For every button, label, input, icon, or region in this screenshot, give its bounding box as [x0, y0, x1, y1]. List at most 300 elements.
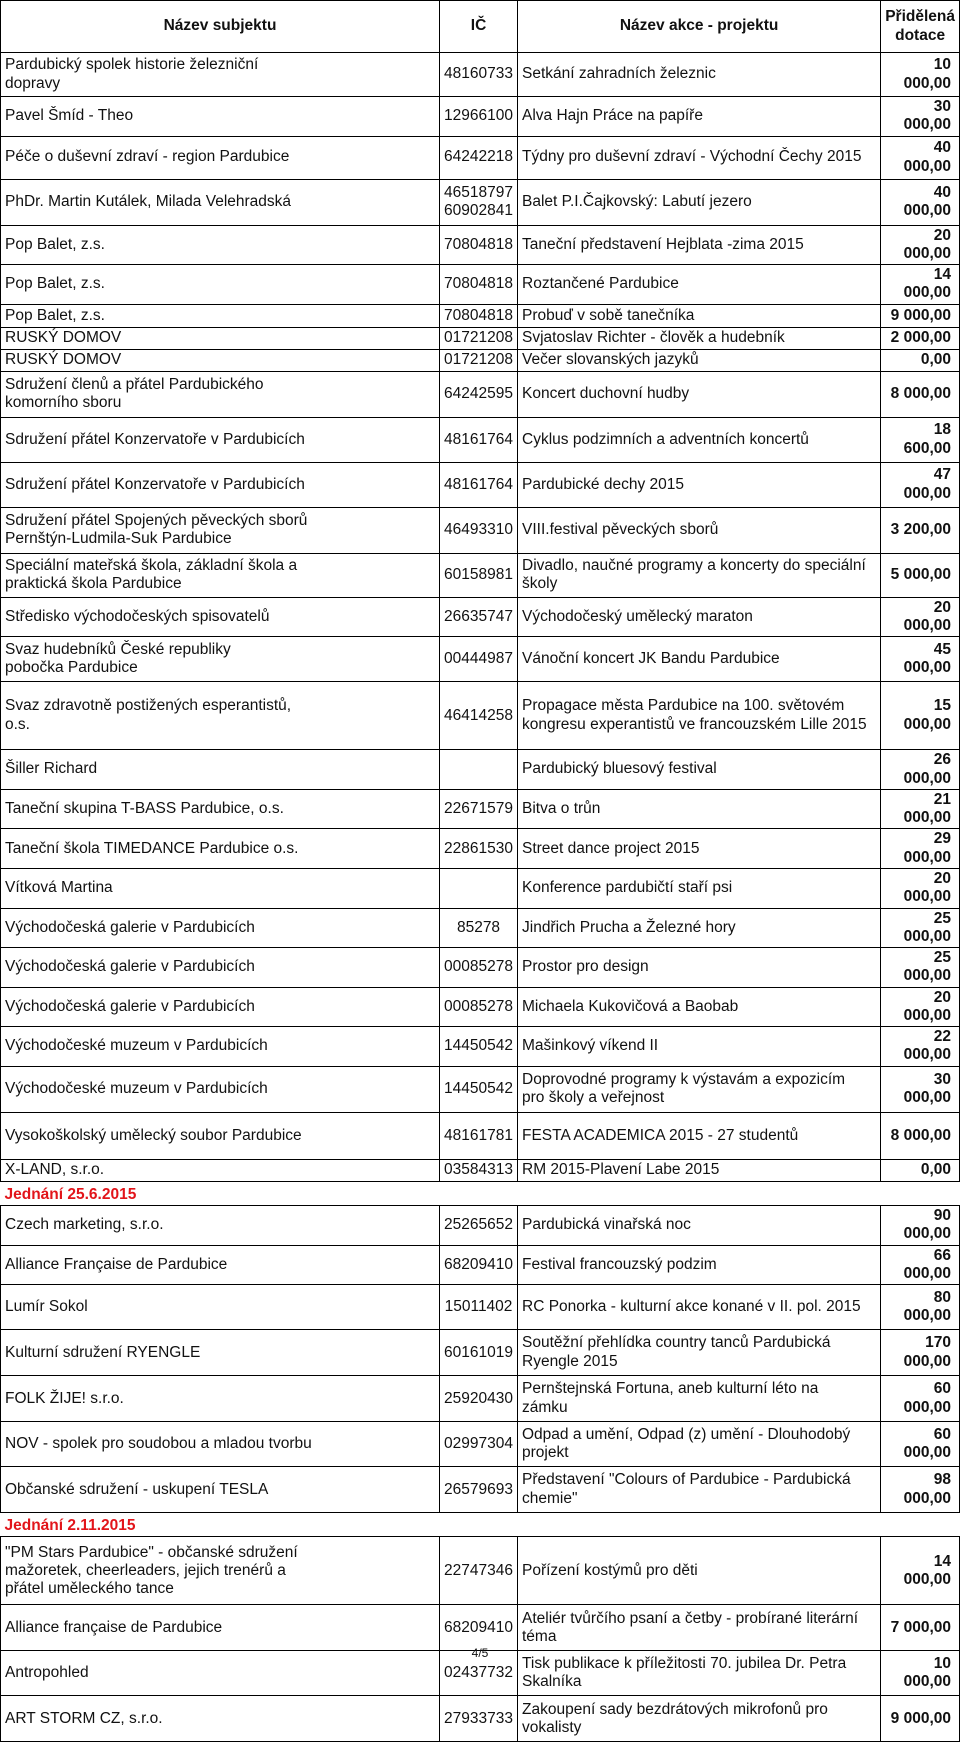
ic-cell: [440, 462, 518, 507]
ic-cell-line: 70804818: [444, 275, 513, 293]
project-name-cell-line: Koncert duchovní hudby: [522, 385, 690, 403]
project-name-cell: [518, 1422, 881, 1467]
project-name-cell-line: Pernštejnská Fortuna, aneb kulturní léto na: [522, 1380, 819, 1398]
project-name-cell-line: Mašinkový víkend II: [522, 1037, 659, 1055]
project-name-cell-line: vokalisty: [522, 1718, 582, 1736]
subject-name-cell: [1, 1605, 440, 1651]
ic-cell: [440, 1376, 518, 1422]
project-name-cell: [518, 462, 881, 507]
ic-cell: [440, 908, 518, 948]
project-name-cell: [518, 1696, 881, 1742]
table-row: [1, 1696, 960, 1742]
subject-name-cell: [1, 682, 440, 750]
page-number: 4/5: [471, 1646, 489, 1660]
table-row: [1, 637, 960, 682]
project-name-cell-line: Vánoční koncert JK Bandu Pardubice: [522, 650, 780, 668]
amount-cell: 3 200,00: [881, 507, 960, 553]
ic-cell: [440, 987, 518, 1027]
amount-cell: 25 000,00: [881, 908, 960, 948]
project-name-cell: [518, 948, 881, 988]
amount-cell: 18 600,00: [881, 417, 960, 462]
project-name-cell: [518, 553, 881, 597]
project-name-cell: [518, 597, 881, 637]
table-row: [1, 417, 960, 462]
subject-name-cell: [1, 1376, 440, 1422]
table-row: [1, 349, 960, 371]
project-name-cell: [518, 1330, 881, 1376]
amount-cell: 10 000,00: [881, 53, 960, 97]
project-name-cell-line: Festival francouzský podzim: [522, 1255, 717, 1273]
subject-name-cell: [1, 53, 440, 97]
ic-cell: [440, 1422, 518, 1467]
project-name-cell-line: Soutěžní přehlídka country tanců Pardubická: [522, 1334, 831, 1352]
ic-cell-line: 25265652: [444, 1216, 513, 1234]
ic-cell-line: 01721208: [444, 351, 513, 369]
table-row: [1, 53, 960, 97]
project-name-cell-line: Pardubické dechy 2015: [522, 475, 685, 493]
subject-name-cell-line: "PM Stars Pardubice" - občanské sdružení: [5, 1543, 298, 1561]
header-amount-line-2: dotace: [895, 26, 946, 44]
subject-name-cell: [1, 462, 440, 507]
project-name-cell: [518, 1066, 881, 1112]
amount-cell: 26 000,00: [881, 750, 960, 790]
table-row: [1, 265, 960, 305]
subject-name-cell-line: Svaz zdravotně postižených esperantistů,: [5, 697, 292, 715]
amount-cell: 60 000,00: [881, 1422, 960, 1467]
subject-name-cell-line: Taneční skupina T-BASS Pardubice, o.s.: [5, 799, 284, 817]
subject-name-cell-line: Svaz hudebníků České republiky: [5, 640, 231, 658]
project-name-cell-line: Zakoupení sady bezdrátových mikrofonů pro: [522, 1700, 828, 1718]
amount-cell: 47 000,00: [881, 462, 960, 507]
project-name-cell-line: Večer slovanských jazyků: [522, 351, 699, 369]
project-name-cell-line: Cyklus podzimních a adventních koncertů: [522, 430, 809, 448]
amount-cell: 0,00: [881, 1159, 960, 1181]
subject-name-cell-line: Občanské sdružení - uskupení TESLA: [5, 1480, 269, 1498]
table-row: [1, 371, 960, 417]
table-row: [1, 1159, 960, 1181]
ic-cell-line: 14450542: [444, 1037, 513, 1055]
subject-name-cell-line: Péče o duševní zdraví - region Pardubice: [5, 148, 290, 166]
header-amount-line-1: Přidělená: [885, 8, 955, 26]
header-amount: [881, 1, 960, 53]
project-name-cell-line: Prostor pro design: [522, 958, 649, 976]
ic-cell: [440, 682, 518, 750]
ic-cell: [440, 948, 518, 988]
subject-name-cell-line: Pop Balet, z.s.: [5, 235, 105, 253]
project-name-cell: [518, 136, 881, 179]
subject-name-cell-line: RUSKÝ DOMOV: [5, 329, 122, 347]
subject-name-cell: [1, 637, 440, 682]
project-name-cell-line: Pořízení kostýmů pro děti: [522, 1561, 698, 1579]
project-name-cell: [518, 417, 881, 462]
project-name-cell-line: Michaela Kukovičová a Baobab: [522, 997, 739, 1015]
ic-cell-line: 00085278: [444, 997, 513, 1015]
subject-name-cell: [1, 868, 440, 908]
subject-name-cell: [1, 225, 440, 265]
project-name-cell: [518, 1605, 881, 1651]
amount-cell: 90 000,00: [881, 1206, 960, 1246]
ic-cell-line: 00085278: [444, 958, 513, 976]
project-name-cell-line: Roztančené Pardubice: [522, 275, 679, 293]
subject-name-cell: [1, 349, 440, 371]
amount-cell: 40 000,00: [881, 136, 960, 179]
project-name-cell: [518, 682, 881, 750]
subject-name-cell: [1, 304, 440, 327]
table-row: [1, 1537, 960, 1605]
project-name-cell: [518, 1159, 881, 1181]
ic-cell-line: 22861530: [444, 839, 513, 857]
amount-cell: 20 000,00: [881, 225, 960, 265]
subject-name-cell: [1, 1159, 440, 1181]
table-row: [1, 1467, 960, 1513]
project-name-cell: [518, 1376, 881, 1422]
ic-cell-line: 48161764: [444, 430, 513, 448]
ic-cell-line: 15011402: [444, 1298, 513, 1316]
amount-cell: 8 000,00: [881, 1112, 960, 1159]
table-row: [1, 682, 960, 750]
subject-name-cell-line: PhDr. Martin Kutálek, Milada Velehradská: [5, 192, 292, 210]
project-name-cell: [518, 225, 881, 265]
project-name-cell: [518, 908, 881, 948]
amount-cell: 30 000,00: [881, 97, 960, 137]
project-name-cell-line: kongresu experantistů ve francouzském Lille 2015: [522, 715, 867, 733]
ic-cell: [440, 225, 518, 265]
project-name-cell-line: zámku: [522, 1398, 568, 1416]
project-name-cell-line: téma: [522, 1627, 557, 1645]
ic-cell-line: 00444987: [444, 650, 513, 668]
subject-name-cell: [1, 1245, 440, 1285]
amount-cell: 9 000,00: [881, 304, 960, 327]
amount-cell: 14 000,00: [881, 1537, 960, 1605]
ic-cell: [440, 1066, 518, 1112]
table-row: [1, 868, 960, 908]
project-name-cell: [518, 829, 881, 869]
project-name-cell: [518, 349, 881, 371]
project-name-cell: [518, 987, 881, 1027]
ic-cell-line: 48160733: [444, 65, 513, 83]
project-name-cell-line: VIII.festival pěveckých sborů: [522, 521, 719, 539]
table-row: [1, 1245, 960, 1285]
table-row: [1, 948, 960, 988]
project-name-cell: [518, 1027, 881, 1067]
subject-name-cell-line: praktická škola Pardubice: [5, 575, 182, 593]
table-row: [1, 1376, 960, 1422]
subject-name-cell: [1, 1206, 440, 1246]
table-row: [1, 1112, 960, 1159]
project-name-cell: [518, 1206, 881, 1246]
amount-cell: 2 000,00: [881, 327, 960, 349]
project-name-cell: [518, 97, 881, 137]
subject-name-cell-line: ART STORM CZ, s.r.o.: [5, 1709, 163, 1727]
amount-cell: 10 000,00: [881, 1651, 960, 1696]
project-name-cell: [518, 179, 881, 225]
subject-name-cell: [1, 789, 440, 829]
ic-cell: [440, 1537, 518, 1605]
subject-name-cell-line: Východočeská galerie v Pardubicích: [5, 997, 255, 1015]
subject-name-cell: [1, 1027, 440, 1067]
subject-name-cell-line: Východočeská galerie v Pardubicích: [5, 918, 255, 936]
subject-name-cell-line: FOLK ŽIJE! s.r.o.: [5, 1389, 124, 1407]
project-name-cell: [518, 1112, 881, 1159]
table-row: [1, 1605, 960, 1651]
table-body: [1, 53, 960, 1742]
amount-cell: 170 000,00: [881, 1330, 960, 1376]
subject-name-cell-line: Vítková Martina: [5, 879, 113, 897]
project-name-cell-line: Skalníka: [522, 1673, 582, 1691]
subject-name-cell-line: dopravy: [5, 74, 61, 92]
project-name-cell-line: Konference pardubičtí staří psi: [522, 879, 733, 897]
subject-name-cell: [1, 987, 440, 1027]
subject-name-cell-line: Vysokoškolský umělecký soubor Pardubice: [5, 1126, 302, 1144]
subject-name-cell-line: o.s.: [5, 715, 30, 733]
project-name-cell-line: Alva Hajn Práce na papíře: [522, 107, 703, 125]
header-ic: IČ: [440, 1, 518, 53]
amount-cell: 0,00: [881, 349, 960, 371]
subject-name-cell: [1, 417, 440, 462]
ic-cell: [440, 53, 518, 97]
project-name-cell-line: RC Ponorka - kulturní akce konané v II. pol. 2015: [522, 1298, 861, 1316]
ic-cell: [440, 1285, 518, 1330]
project-name-cell: [518, 1467, 881, 1513]
ic-cell-line: 46518797: [444, 183, 513, 201]
table-row: [1, 597, 960, 637]
project-name-cell: [518, 1537, 881, 1605]
ic-cell-line: 14450542: [444, 1080, 513, 1098]
ic-cell: [440, 1467, 518, 1513]
amount-cell: 20 000,00: [881, 597, 960, 637]
ic-cell-line: 85278: [456, 918, 501, 936]
subject-name-cell: [1, 1112, 440, 1159]
ic-cell-line: 26579693: [444, 1480, 513, 1498]
table-row: [1, 1206, 960, 1246]
ic-cell-line: 70804818: [444, 306, 513, 324]
ic-cell: [440, 417, 518, 462]
amount-cell: 45 000,00: [881, 637, 960, 682]
ic-cell: [440, 349, 518, 371]
ic-cell: [440, 1027, 518, 1067]
table-header: [1, 1, 960, 53]
ic-cell: [440, 1206, 518, 1246]
ic-cell-line: 60161019: [444, 1343, 513, 1361]
subject-name-cell: [1, 597, 440, 637]
amount-cell: 30 000,00: [881, 1066, 960, 1112]
amount-cell: 20 000,00: [881, 987, 960, 1027]
table-row: [1, 304, 960, 327]
table-row: [1, 507, 960, 553]
meeting-date-label: Jednání 2.11.2015: [4, 1517, 136, 1535]
project-name-cell-line: projekt: [522, 1444, 569, 1462]
project-name-cell-line: Balet P.I.Čajkovský: Labutí jezero: [522, 192, 752, 210]
project-name-cell: [518, 1245, 881, 1285]
amount-cell: 29 000,00: [881, 829, 960, 869]
project-name-cell-line: pro školy a veřejnost: [522, 1089, 665, 1107]
project-name-cell-line: Taneční představení Hejblata -zima 2015: [522, 235, 804, 253]
subject-name-cell-line: Sdružení přátel Konzervatoře v Pardubicích: [5, 475, 305, 493]
project-name-cell-line: školy: [522, 575, 558, 593]
subject-name-cell: [1, 1537, 440, 1605]
subject-name-cell-line: Pop Balet, z.s.: [5, 306, 105, 324]
table-row: [1, 1285, 960, 1330]
subject-name-cell: [1, 553, 440, 597]
ic-cell-line: 12966100: [444, 107, 513, 125]
ic-cell-line: 60902841: [444, 202, 513, 220]
table-row: [1, 750, 960, 790]
subject-name-cell-line: Speciální mateřská škola, základní škola a: [5, 556, 298, 574]
project-name-cell-line: Doprovodné programy k výstavám a expozicím: [522, 1070, 846, 1088]
subject-name-cell-line: Taneční škola TIMEDANCE Pardubice o.s.: [5, 839, 299, 857]
subject-name-cell: [1, 1330, 440, 1376]
ic-cell: [440, 789, 518, 829]
ic-cell: [440, 553, 518, 597]
table-row: [1, 462, 960, 507]
ic-cell: [440, 868, 518, 908]
project-name-cell: [518, 265, 881, 305]
ic-cell-line: 68209410: [444, 1618, 513, 1636]
ic-cell: [440, 829, 518, 869]
project-name-cell: [518, 637, 881, 682]
project-name-cell: [518, 868, 881, 908]
subject-name-cell: [1, 507, 440, 553]
ic-cell: [440, 304, 518, 327]
ic-cell: [440, 97, 518, 137]
subject-name-cell-line: Pop Balet, z.s.: [5, 275, 105, 293]
ic-cell: [440, 265, 518, 305]
project-name-cell: [518, 53, 881, 97]
project-name-cell-line: Odpad a umění, Odpad (z) umění - Dlouhodobý: [522, 1425, 851, 1443]
ic-cell-line: 27933733: [444, 1709, 513, 1727]
subject-name-cell: [1, 327, 440, 349]
ic-cell-line: 60158981: [444, 566, 513, 584]
subject-name-cell-line: Alliance Française de Pardubice: [5, 1255, 228, 1273]
ic-cell: [440, 597, 518, 637]
project-name-cell-line: Divadlo, naučné programy a koncerty do speciální: [522, 556, 866, 574]
project-name-cell-line: Bitva o trůn: [522, 799, 601, 817]
subject-name-cell-line: pobočka Pardubice: [5, 659, 138, 677]
subject-name-cell-line: NOV - spolek pro soudobou a mladou tvorbu: [5, 1435, 312, 1453]
amount-cell: 14 000,00: [881, 265, 960, 305]
ic-cell-line: 22671579: [444, 799, 513, 817]
table-row: [1, 829, 960, 869]
subject-name-cell: [1, 265, 440, 305]
amount-cell: 5 000,00: [881, 553, 960, 597]
section-separator: [1, 1181, 960, 1205]
subject-name-cell: [1, 750, 440, 790]
ic-cell-line: 03584313: [444, 1161, 513, 1179]
project-name-cell-line: Tisk publikace k příležitosti 70. jubilea Dr. Petra: [522, 1655, 847, 1673]
subject-name-cell-line: Sdružení členů a přátel Pardubického: [5, 375, 264, 393]
subject-name-cell: [1, 1422, 440, 1467]
subject-name-cell-line: Východočeské muzeum v Pardubicích: [5, 1037, 268, 1055]
header-project: Název akce - projektu: [518, 1, 881, 53]
project-name-cell-line: Ateliér tvůrčího psaní a četby - probírané literární: [522, 1609, 858, 1627]
ic-cell: [440, 1605, 518, 1651]
subject-name-cell-line: Středisko východočeských spisovatelů: [5, 607, 270, 625]
project-name-cell-line: Setkání zahradních železnic: [522, 65, 716, 83]
ic-cell: [440, 1330, 518, 1376]
amount-cell: 9 000,00: [881, 1696, 960, 1742]
amount-cell: 7 000,00: [881, 1605, 960, 1651]
subject-name-cell: [1, 179, 440, 225]
subject-name-cell-line: Alliance française de Pardubice: [5, 1618, 223, 1636]
subject-name-cell: [1, 1467, 440, 1513]
subject-name-cell: [1, 829, 440, 869]
project-name-cell-line: Street dance project 2015: [522, 839, 700, 857]
subject-name-cell: [1, 1285, 440, 1330]
ic-cell-line: 64242595: [444, 385, 513, 403]
amount-cell: 66 000,00: [881, 1245, 960, 1285]
project-name-cell: [518, 304, 881, 327]
project-name-cell-line: Představení "Colours of Pardubice - Pardubická: [522, 1471, 851, 1489]
amount-cell: 80 000,00: [881, 1285, 960, 1330]
project-name-cell-line: chemie": [522, 1489, 578, 1507]
table-row: [1, 136, 960, 179]
ic-cell: [440, 179, 518, 225]
table-row: [1, 1066, 960, 1112]
project-name-cell: [518, 371, 881, 417]
amount-cell: 60 000,00: [881, 1376, 960, 1422]
table-row: [1, 553, 960, 597]
subject-name-cell-line: mažoretek, cheerleaders, jejich trenérů a: [5, 1561, 286, 1579]
ic-cell-line: 26635747: [444, 607, 513, 625]
subject-name-cell: [1, 908, 440, 948]
subject-name-cell-line: Pardubický spolek historie železniční: [5, 56, 259, 74]
subject-name-cell: [1, 371, 440, 417]
table-row: [1, 97, 960, 137]
ic-cell-line: 48161764: [444, 475, 513, 493]
project-name-cell-line: Východočeský umělecký maraton: [522, 607, 753, 625]
table-row: [1, 225, 960, 265]
amount-cell: 8 000,00: [881, 371, 960, 417]
project-name-cell: [518, 750, 881, 790]
ic-cell-line: 48161781: [444, 1126, 513, 1144]
project-name-cell-line: RM 2015-Plavení Labe 2015: [522, 1161, 720, 1179]
amount-cell: 40 000,00: [881, 179, 960, 225]
project-name-cell-line: Pardubický bluesový festival: [522, 760, 717, 778]
table-row: [1, 908, 960, 948]
project-name-cell-line: Ryengle 2015: [522, 1352, 618, 1370]
table-row: [1, 1422, 960, 1467]
ic-cell-line: 25920430: [444, 1389, 513, 1407]
project-name-cell: [518, 1285, 881, 1330]
subject-name-cell-line: Východočeské muzeum v Pardubicích: [5, 1080, 268, 1098]
table-row: [1, 1027, 960, 1067]
project-name-cell-line: Probuď v sobě tanečníka: [522, 306, 695, 324]
ic-cell: [440, 637, 518, 682]
subject-name-cell: [1, 948, 440, 988]
project-name-cell-line: Jindřich Prucha a Železné hory: [522, 918, 736, 936]
subject-name-cell: [1, 1066, 440, 1112]
ic-cell: [440, 136, 518, 179]
table-row: [1, 789, 960, 829]
table-row: [1, 179, 960, 225]
ic-cell-line: 02437732: [444, 1664, 513, 1682]
ic-cell: [440, 507, 518, 553]
table-row: [1, 1330, 960, 1376]
ic-cell-line: 01721208: [444, 329, 513, 347]
meeting-date-label: Jednání 25.6.2015: [4, 1185, 137, 1203]
ic-cell: [440, 371, 518, 417]
project-name-cell: [518, 327, 881, 349]
subject-name-cell-line: Východočeská galerie v Pardubicích: [5, 958, 255, 976]
project-name-cell: [518, 507, 881, 553]
ic-cell-line: 02997304: [444, 1435, 513, 1453]
ic-cell: [440, 1159, 518, 1181]
ic-cell-line: 22747346: [444, 1561, 513, 1579]
subject-name-cell-line: Czech marketing, s.r.o.: [5, 1216, 164, 1234]
amount-cell: 20 000,00: [881, 868, 960, 908]
section-separator: [1, 1513, 960, 1537]
amount-cell: 15 000,00: [881, 682, 960, 750]
